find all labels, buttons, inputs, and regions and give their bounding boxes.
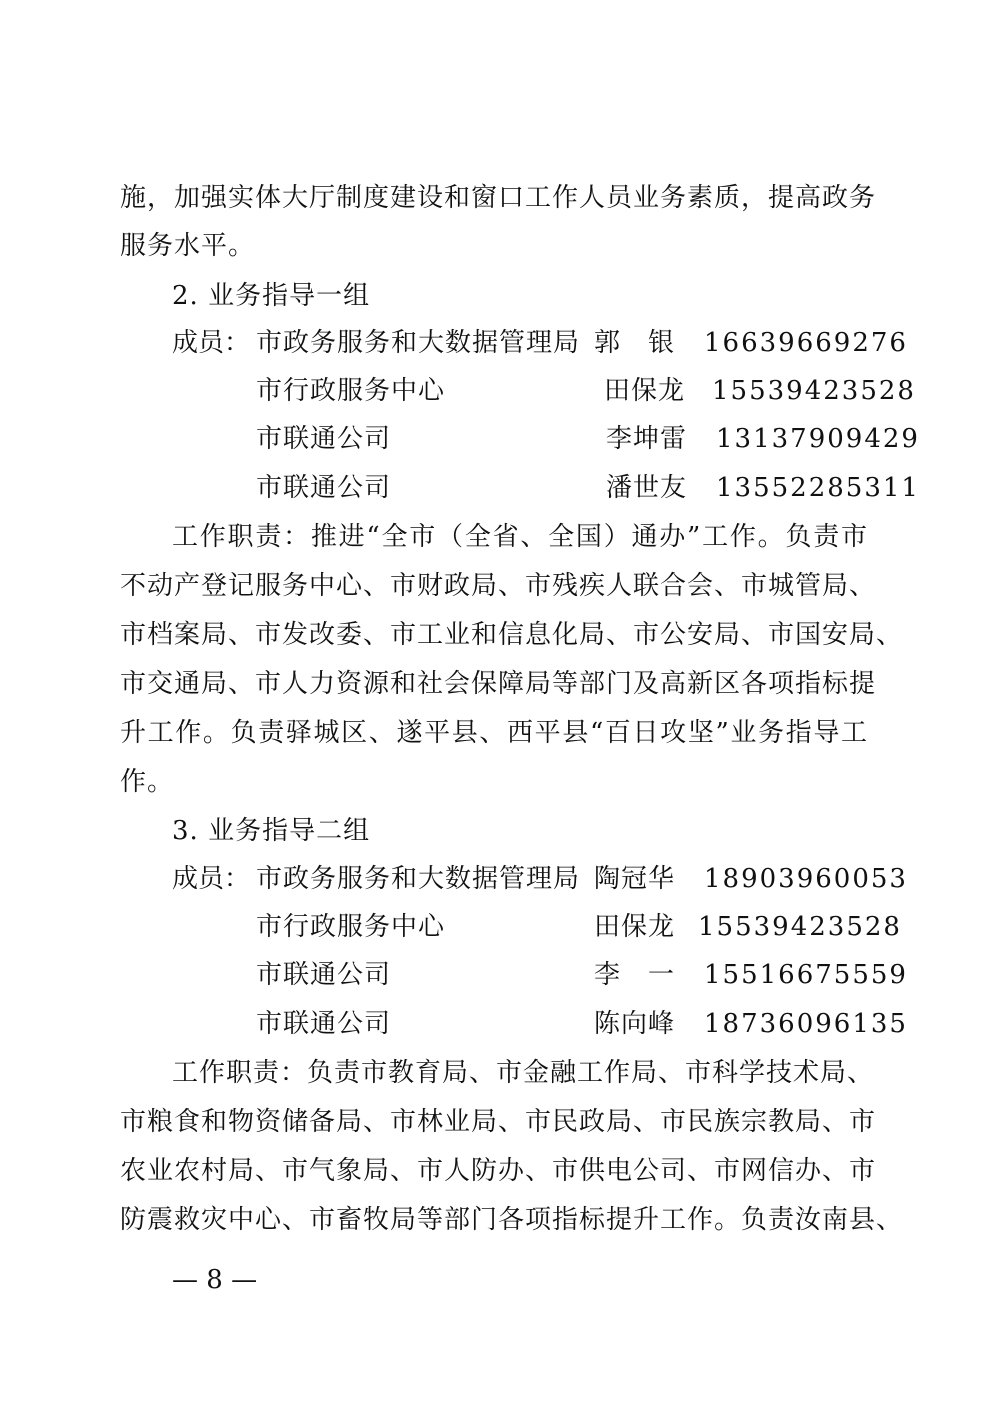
- member-phone: 13552285311: [716, 473, 920, 503]
- group2-duty-line-5: 升工作。负责驿城区、遂平县、西平县“百日攻坚”业务指导工: [120, 718, 868, 748]
- intro-line-2: 服务水平。: [120, 231, 256, 261]
- intro-line-1: 施，加强实体大厅制度建设和窗口工作人员业务素质，提高政务: [120, 183, 877, 213]
- group3-duty-line-4: 防震救灾中心、市畜牧局等部门各项指标提升工作。负责汝南县、: [120, 1205, 904, 1235]
- group3-duty-line-1: 工作职责：负责市教育局、市金融工作局、市科学技术局、: [172, 1058, 875, 1088]
- group3-duty-line-3: 农业农村局、市气象局、市人防办、市供电公司、市网信办、市: [120, 1156, 877, 1186]
- member-phone: 15539423528: [712, 376, 916, 406]
- member-name: 陶冠华: [594, 864, 676, 894]
- group2-duty-line-2: 不动产登记服务中心、市财政局、市残疾人联合会、市城管局、: [120, 571, 877, 601]
- group3-member-label: 成员：: [172, 864, 251, 894]
- member-name: 陈向峰: [594, 1009, 676, 1039]
- group2-duty-line-4: 市交通局、市人力资源和社会保障局等部门及高新区各项指标提: [120, 669, 877, 699]
- member-org: 市行政服务中心: [256, 376, 446, 406]
- group2-member-label: 成员：: [172, 328, 251, 358]
- member-phone: 15516675559: [704, 960, 908, 990]
- member-org: 市联通公司: [256, 473, 392, 503]
- member-org: 市政务服务和大数据管理局: [256, 328, 581, 358]
- group3-heading: 3. 业务指导二组: [172, 816, 371, 846]
- member-phone: 16639669276: [704, 328, 908, 358]
- member-phone: 18903960053: [704, 864, 908, 894]
- member-phone: 18736096135: [704, 1009, 908, 1039]
- member-org: 市联通公司: [256, 424, 392, 454]
- group3-duty-line-2: 市粮食和物资储备局、市林业局、市民政局、市民族宗教局、市: [120, 1107, 877, 1137]
- group2-duty-line-6: 作。: [120, 767, 175, 797]
- member-name: 潘世友: [606, 473, 688, 503]
- member-phone: 15539423528: [698, 912, 902, 942]
- member-phone: 13137909429: [716, 424, 920, 454]
- member-name: 李坤雷: [606, 424, 688, 454]
- member-name: 田保龙: [594, 912, 676, 942]
- member-org: 市联通公司: [256, 1009, 392, 1039]
- member-org: 市联通公司: [256, 960, 392, 990]
- page-number: — 8 —: [172, 1265, 258, 1295]
- group2-duty-line-3: 市档案局、市发改委、市工业和信息化局、市公安局、市国安局、: [120, 620, 904, 650]
- member-name: 郭 银: [594, 328, 676, 358]
- member-org: 市政务服务和大数据管理局: [256, 864, 581, 894]
- member-org: 市行政服务中心: [256, 912, 446, 942]
- group2-duty-line-1: 工作职责：推进“全市（全省、全国）通办”工作。负责市: [172, 522, 868, 552]
- member-name: 李 一: [594, 960, 676, 990]
- member-name: 田保龙: [604, 376, 686, 406]
- group2-heading: 2. 业务指导一组: [172, 281, 371, 311]
